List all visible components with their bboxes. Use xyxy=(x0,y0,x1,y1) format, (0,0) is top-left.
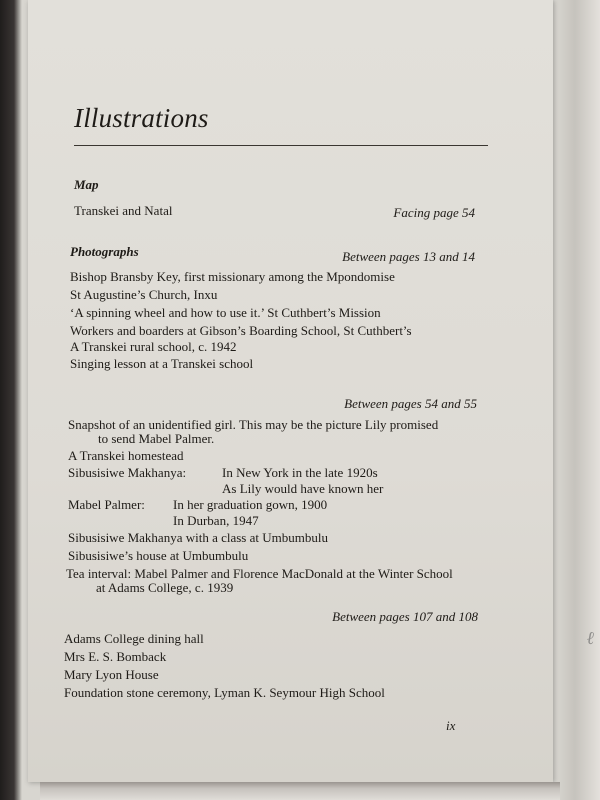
list-item: Bishop Bransby Key, first missionary among the Mpondomise xyxy=(70,269,395,284)
map-item: Transkei and Natal xyxy=(74,203,173,218)
list-item-detail: In Durban, 1947 xyxy=(173,513,259,528)
group-location: Between pages 54 and 55 xyxy=(344,396,477,411)
list-item: ‘A spinning wheel and how to use it.’ St Cuthbert’s Mission xyxy=(70,305,381,320)
list-item: Singing lesson at a Transkei school xyxy=(70,356,254,371)
list-item: St Augustine’s Church, Inxu xyxy=(70,287,218,302)
photographs-heading: Photographs xyxy=(70,244,139,259)
map-heading: Map xyxy=(74,177,99,192)
list-item-continuation: at Adams College, c. 1939 xyxy=(96,580,234,595)
title-rule xyxy=(74,145,488,146)
list-item-continuation: to send Mabel Palmer. xyxy=(98,431,215,446)
list-item: Sibusisiwe’s house at Umbumbulu xyxy=(68,548,249,563)
list-item: A Transkei homestead xyxy=(68,448,184,463)
map-location: Facing page 54 xyxy=(393,205,475,220)
page-title: Illustrations xyxy=(74,103,209,133)
list-item-detail: As Lily would have known her xyxy=(222,481,384,496)
list-item-label: Mabel Palmer: xyxy=(68,497,145,512)
list-item: A Transkei rural school, c. 1942 xyxy=(70,339,237,354)
list-item-detail: In New York in the late 1920s xyxy=(222,465,378,480)
list-item: Mrs E. S. Bomback xyxy=(64,649,167,664)
list-item: Adams College dining hall xyxy=(64,631,204,646)
list-item: Mary Lyon House xyxy=(64,667,159,682)
list-item-label: Sibusisiwe Makhanya: xyxy=(68,465,187,480)
margin-pencil-mark: ℓ xyxy=(584,627,597,650)
list-item: Tea interval: Mabel Palmer and Florence MacDonald at the Winter School xyxy=(66,566,453,581)
list-item: Foundation stone ceremony, Lyman K. Seymour High School xyxy=(64,685,385,700)
list-item: Workers and boarders at Gibson’s Boarding School, St Cuthbert’s xyxy=(70,323,412,338)
list-item: Snapshot of an unidentified girl. This may be the picture Lily promised xyxy=(68,417,439,432)
list-item: Sibusisiwe Makhanya with a class at Umbumbulu xyxy=(68,530,328,545)
page-number: ix xyxy=(446,718,456,733)
page-stack-edge xyxy=(40,782,560,800)
list-item-detail: In her graduation gown, 1900 xyxy=(173,497,328,512)
group-location: Between pages 107 and 108 xyxy=(332,609,478,624)
group-location: Between pages 13 and 14 xyxy=(342,249,475,264)
